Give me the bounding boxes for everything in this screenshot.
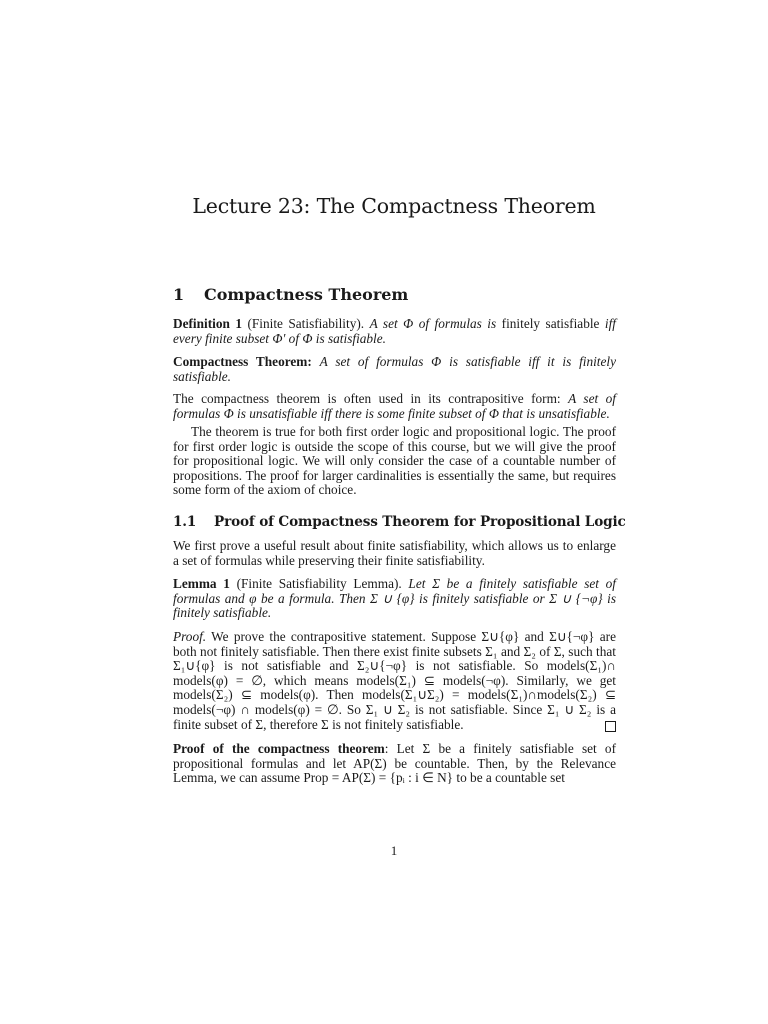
- scope-text: The theorem is true for both first order logic and propositional logic. The proof for first order logic is outside the scope of this course, but we will give the proof for propositional logic. We will only consider the case of a countable number of propositions. The proof for larger cardinalities is essentially the same, but requires some form of the axiom of choice.: [173, 424, 616, 498]
- lemma-label: Lemma 1: [173, 576, 230, 591]
- lemma-text: Let Σ be a finitely satisfiable set of formulas and φ be a formula. Then Σ ∪ {φ} is finitely satisfiable or Σ ∪ {¬φ} is finitely satisfiable.: [173, 576, 616, 621]
- section-title: Compactness Theorem: [204, 285, 409, 304]
- contrapositive-intro: The compactness theorem is often used in its contrapositive form:: [173, 391, 561, 406]
- definition-term: finitely satisfiable: [501, 316, 600, 331]
- definition-text-2: iff every finite subset Φ′ of Φ is satisfiable.: [173, 316, 616, 346]
- lemma-name: (Finite Satisfiability Lemma).: [236, 576, 402, 591]
- proof-text: We prove the contrapositive statement. Suppose Σ∪{φ} and Σ∪{¬φ} are both not finitely satisfiable. Then there exist finite subsets Σ₁ and Σ₂ of Σ, such that Σ₁∪{φ} is not satisfiable and Σ₂∪{¬φ} is not satisfiable. So models(Σ₁)∩ models(φ) = ∅, which means models(Σ₁) ⊆ models(¬φ). Similarly, we get models(Σ₂) ⊆ models(φ). Then models(Σ₁∪Σ₂) = models(Σ₁)∩models(Σ₂) ⊆ models(¬φ) ∩ models(φ) = ∅. So Σ₁ ∪ Σ₂ is not satisfiable. Since Σ₁ ∪ Σ₂ is a finite subset of Σ, therefore Σ is not finitely satisfiable.: [173, 629, 616, 732]
- intro-text: We first prove a useful result about finite satisfiability, which allows us to enlarge a set of formulas while preserving their finite satisfiability.: [173, 538, 616, 568]
- proof-block: [173, 630, 616, 732]
- contrapositive-statement: A set of formulas Φ is unsatisfiable iff there is some finite subset of Φ that is unsatisfiable.: [173, 391, 617, 421]
- compactness-text: A set of formulas Φ is satisfiable iff it is finitely satisfiable.: [173, 354, 616, 384]
- subsection-number: 1.1: [173, 514, 197, 530]
- main-proof-text: : Let Σ be a finitely satisfiable set of propositional formulas and let AP(Σ) be countable. Then, by the Relevance Lemma, we can assume Prop = AP(Σ) = {pᵢ : i ∈ N} to be a countable set: [173, 741, 616, 786]
- lecture-title: Lecture 23: The Compactness Theorem: [192, 194, 596, 218]
- definition-text-1: A set Φ of formulas is: [369, 316, 497, 331]
- section-number: 1: [173, 285, 185, 304]
- compactness-statement: [173, 355, 616, 384]
- lemma-block: [173, 577, 616, 621]
- definition-name: (Finite Satisfiability).: [247, 316, 365, 331]
- subsection-title: Proof of Compactness Theorem for Propositional Logic: [214, 514, 626, 530]
- contrapositive-paragraph: [173, 392, 616, 421]
- definition-label: Definition 1: [173, 316, 242, 331]
- subsection-heading: [173, 514, 626, 530]
- definition-block: [173, 317, 616, 346]
- proof-label: Proof.: [173, 629, 207, 644]
- main-proof-block: [173, 742, 616, 786]
- qed-box-icon: [605, 721, 616, 732]
- compactness-label: Compactness Theorem:: [173, 354, 312, 369]
- scope-paragraph: [173, 425, 616, 498]
- intro-paragraph: [173, 539, 616, 568]
- page-number: 1: [390, 843, 398, 858]
- main-proof-label: Proof of the compactness theorem: [173, 741, 385, 756]
- section-heading: [173, 285, 408, 304]
